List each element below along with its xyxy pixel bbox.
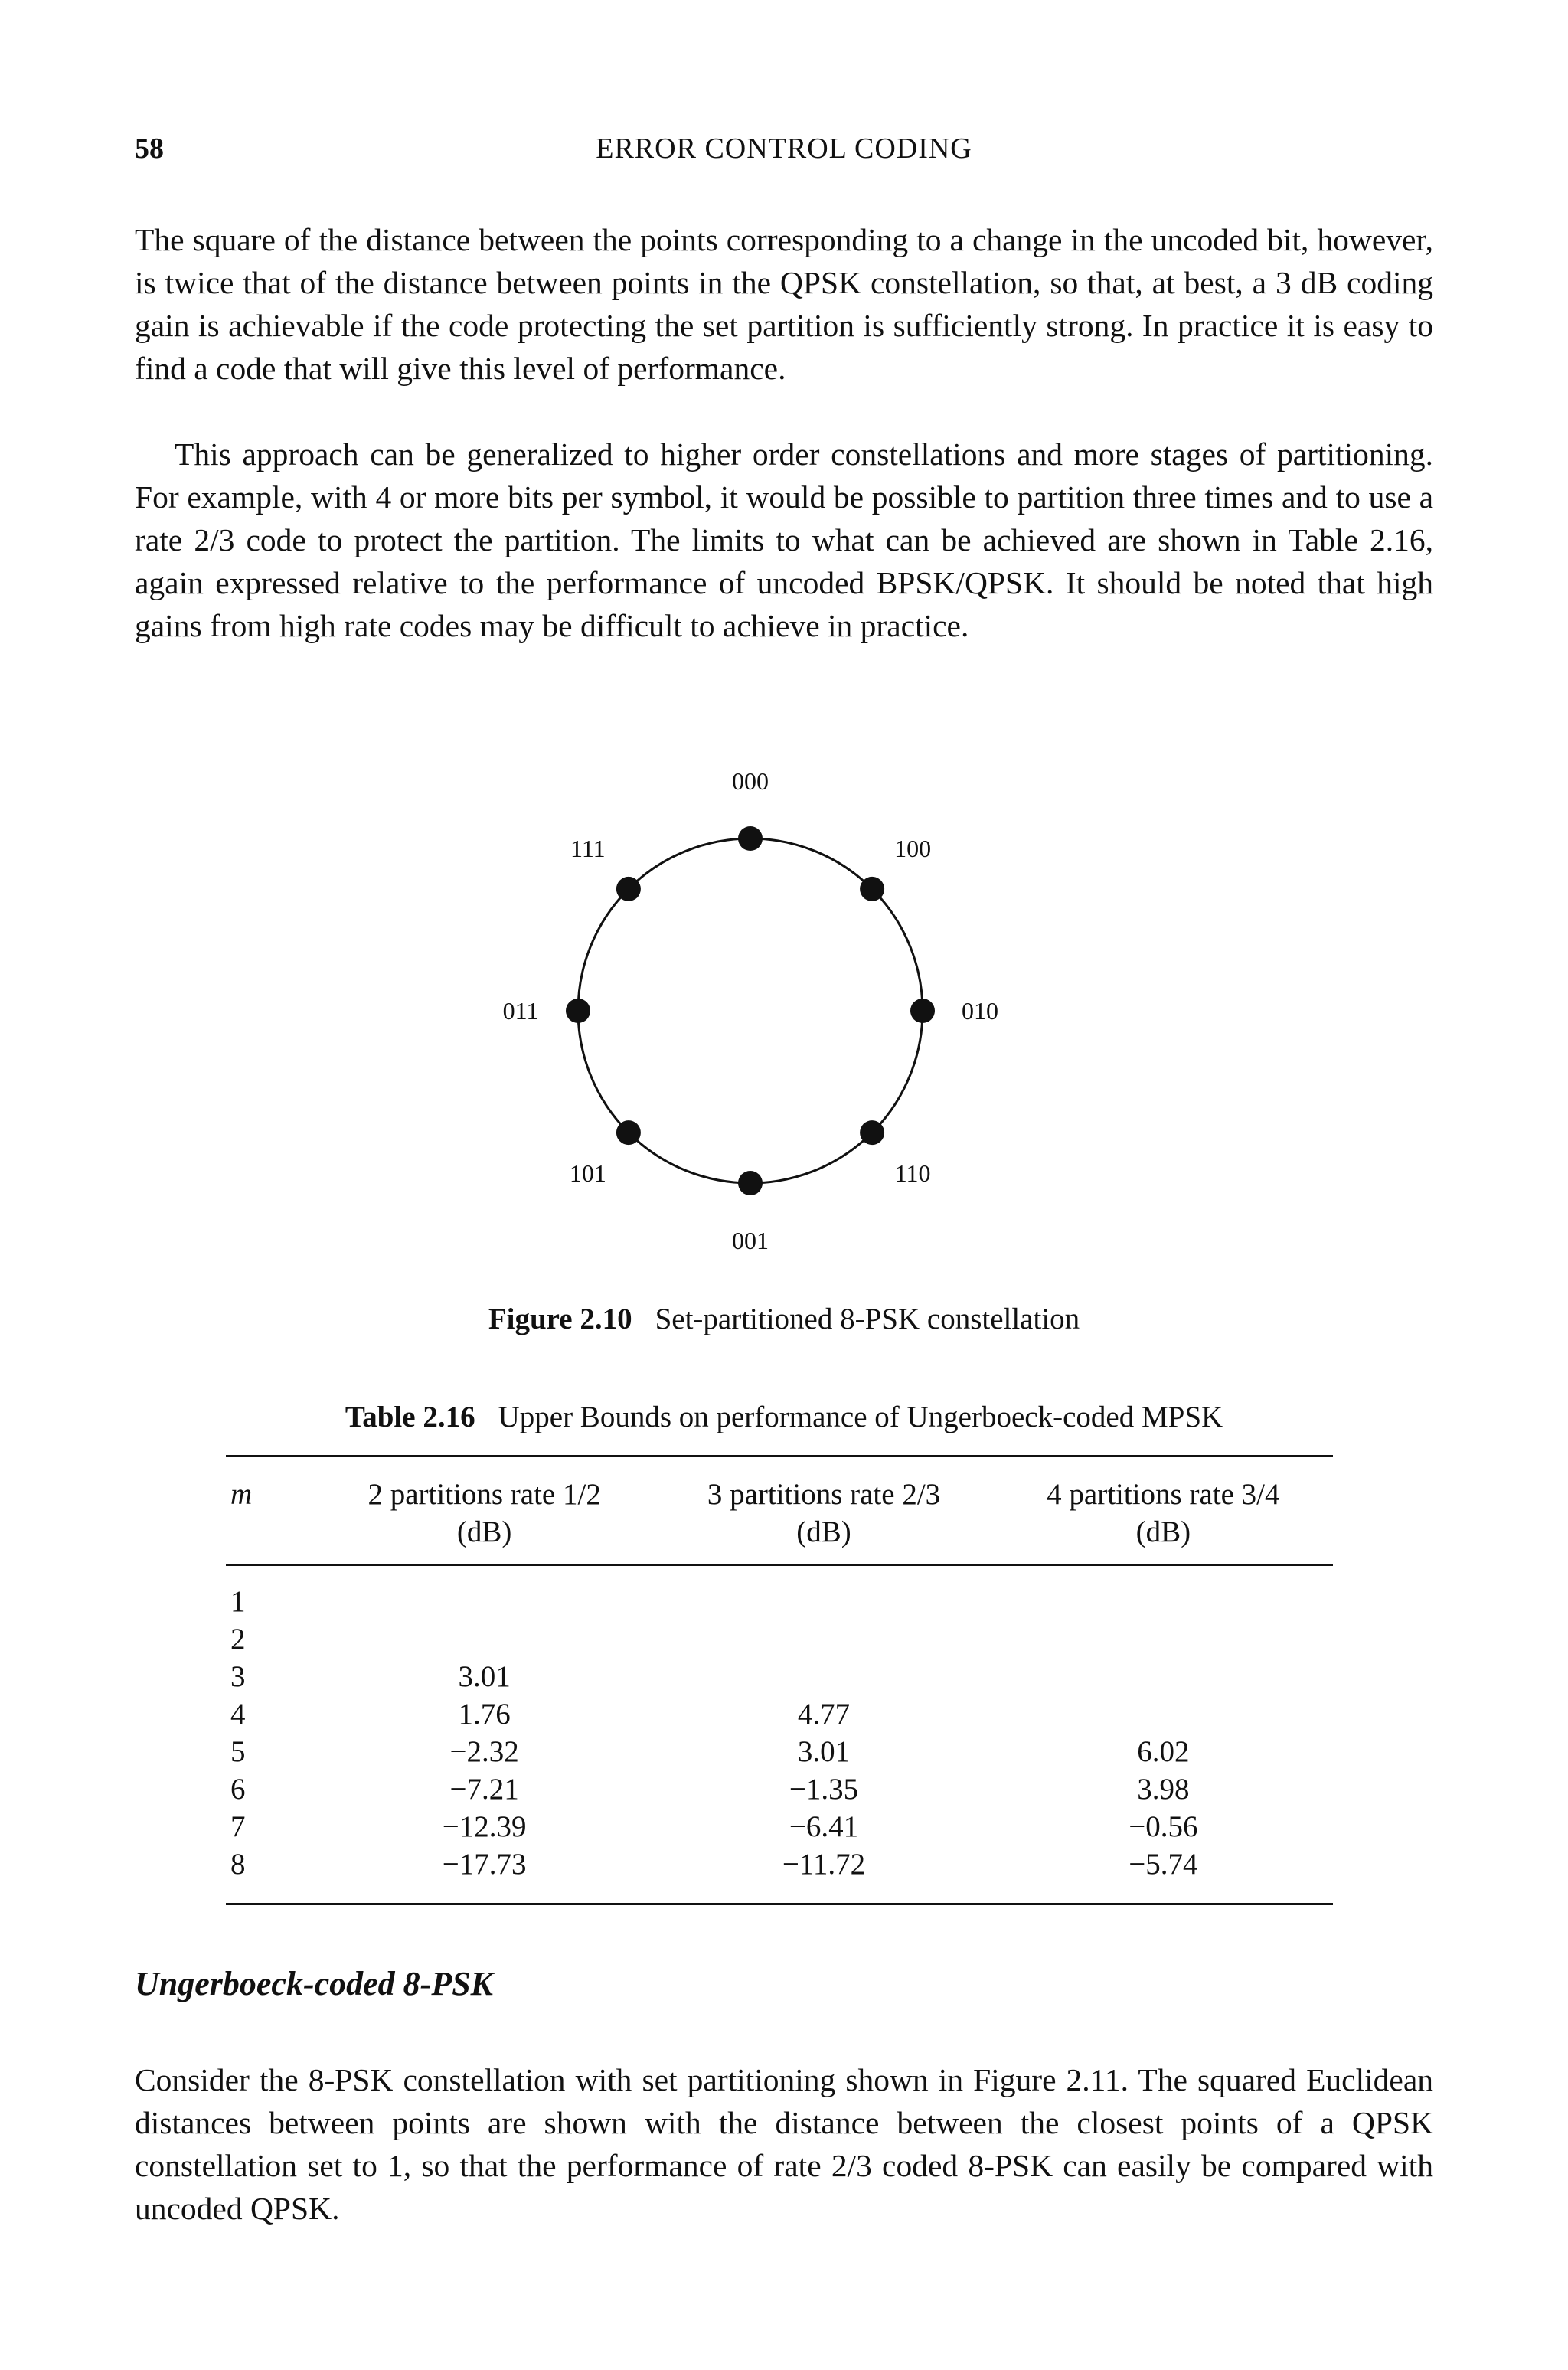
body-text [135,2058,1433,2230]
table-cell: −17.73 [442,1848,527,1881]
constellation-point [566,999,590,1023]
point-label: 110 [894,1159,931,1188]
table-row [226,1695,1333,1733]
figure-caption-label: Figure 2.10 [488,1303,632,1335]
table-cell: −7.21 [449,1773,519,1806]
table-row [226,1770,1333,1808]
running-title: ERROR CONTROL CODING [596,132,972,165]
table-cell: 3.01 [797,1735,851,1768]
point-label: 100 [894,834,932,862]
page-number: 58 [135,132,164,165]
table-cell [654,1565,993,1620]
body-text [135,218,1433,390]
paragraph-1: The square of the distance between the points corresponding to a change in the uncoded bit, however, is twice that of the distance between points in the QPSK constellation, so that, at best, a 3 dB coding gain is achievable if the code protecting the set partition is sufficiently strong. In practice it is easy to find a code that will give this level of performance. [135,222,1433,386]
constellation-point [738,1171,763,1195]
table-row [226,1845,1333,1903]
constellation-point [860,877,884,901]
table-row [226,1733,1333,1770]
constellation-point [738,826,763,851]
constellation-point [860,1120,884,1145]
point-label: 000 [732,767,769,795]
constellation-diagram [459,767,1041,1254]
table-cell: −11.72 [782,1848,866,1881]
row-m-value: 5 [230,1735,246,1768]
table-cell [994,1658,1333,1695]
table-cell [654,1620,993,1658]
paragraph-3: Consider the 8-PSK constellation with set partitioning shown in Figure 2.11. The squared Euclidean distances between points are shown with the distance between the closest points of a QPSK constellation set to 1, so that the performance of rate 2/3 coded 8-PSK can easily be compared with uncoded QPSK. [135,2062,1433,2226]
table-cell: 6.02 [1137,1735,1190,1768]
constellation-figure [459,767,1041,1254]
table-cell [994,1565,1333,1620]
point-label: 001 [732,1227,769,1254]
table-cell: −1.35 [789,1773,859,1806]
table-cell: −12.39 [442,1810,527,1843]
row-m-value: 1 [230,1585,246,1618]
point-label: 011 [502,997,539,1025]
row-m-value: 4 [230,1698,246,1731]
table-row [226,1620,1333,1658]
section-heading: Ungerboeck-coded 8-PSK [135,1965,494,2002]
table-cell: 3.98 [1137,1773,1190,1806]
point-label: 101 [569,1159,606,1188]
table-caption-label: Table 2.16 [345,1401,475,1433]
table-cell: 1.76 [458,1698,511,1731]
header-3-partitions: 3 partitions rate 2/3 (dB) [707,1478,941,1548]
table-cell [994,1620,1333,1658]
table-cell: 4.77 [797,1698,851,1731]
table-cell: −6.41 [789,1810,859,1843]
table-cell: 3.01 [458,1660,511,1693]
table-caption [0,1400,1568,1434]
table-cell: −0.56 [1129,1810,1198,1843]
row-m-value: 6 [230,1773,246,1806]
table-cell: −5.74 [1129,1848,1198,1881]
table-header-row [226,1457,1333,1565]
constellation-point [616,877,641,901]
point-label: 111 [570,834,606,862]
header-m: m [230,1478,253,1511]
performance-table [226,1455,1333,1905]
table-caption-text: Upper Bounds on performance of Ungerboeck-coded MPSK [498,1401,1223,1433]
header-2-partitions: 2 partitions rate 1/2 (dB) [368,1478,601,1548]
table-cell [994,1695,1333,1733]
table-cell [315,1620,654,1658]
table-bottom-rule [226,1903,1333,1905]
table-cell: −2.32 [449,1735,519,1768]
table-row [226,1565,1333,1620]
table-row [226,1808,1333,1845]
constellation-point [616,1120,641,1145]
row-m-value: 3 [230,1660,246,1693]
paragraph-2: This approach can be generalized to higher order constellations and more stages of partitioning. For example, with 4 or more bits per symbol, it would be possible to partition three times and to use a rate 2/3 code to protect the partition. The limits to what can be achieved are shown in Table 2.16, again expressed relative to the performance of uncoded BPSK/QPSK. It should be noted that high gains from high rate codes may be difficult to achieve in practice. [135,436,1433,643]
body-text [135,433,1433,647]
figure-caption [0,1302,1568,1336]
table-cell [315,1565,654,1620]
header-4-partitions: 4 partitions rate 3/4 (dB) [1047,1478,1280,1548]
point-label: 010 [962,997,998,1025]
table-cell [654,1658,993,1695]
row-m-value: 8 [230,1848,246,1881]
row-m-value: 2 [230,1623,246,1656]
table-row [226,1658,1333,1695]
row-m-value: 7 [230,1810,246,1843]
figure-caption-text: Set-partitioned 8-PSK constellation [655,1303,1080,1335]
constellation-point [910,999,935,1023]
